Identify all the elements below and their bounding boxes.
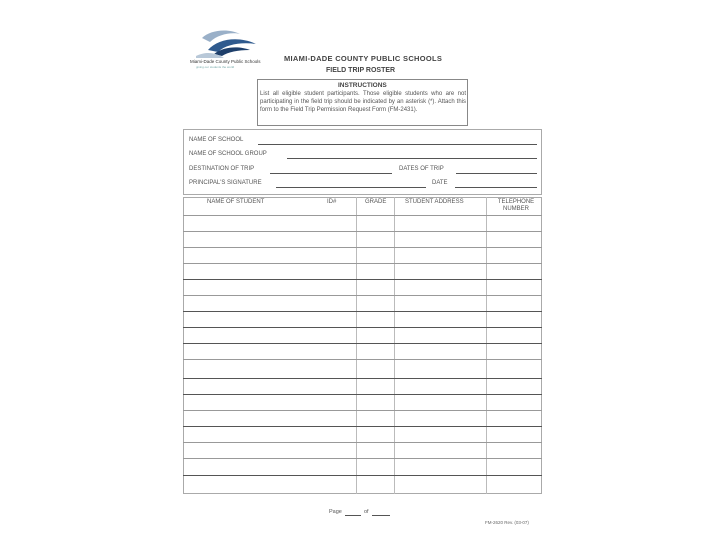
table-row[interactable] xyxy=(183,442,542,443)
date-label: DATE xyxy=(432,180,448,186)
table-row[interactable] xyxy=(183,247,542,248)
principal-signature-field[interactable] xyxy=(276,187,426,188)
column-header-telephone: TELEPHONE NUMBER xyxy=(497,199,535,212)
table-row[interactable] xyxy=(183,458,542,459)
form-title: FIELD TRIP ROSTER xyxy=(326,67,396,74)
school-group-label: NAME OF SCHOOL GROUP xyxy=(189,151,267,157)
table-row[interactable] xyxy=(183,327,542,328)
page-total-field[interactable] xyxy=(372,515,390,516)
school-name-label: NAME OF SCHOOL xyxy=(189,137,244,143)
table-row[interactable] xyxy=(183,394,542,395)
destination-field[interactable] xyxy=(270,173,392,174)
dates-field[interactable] xyxy=(456,173,537,174)
logo-text: Miami-Dade County Public Schools xyxy=(190,59,261,64)
table-row[interactable] xyxy=(183,475,542,476)
column-divider xyxy=(486,197,487,494)
instructions-text: List all eligible student participants. Those eligible students who are not participating in the field trip should be indicated by an asterisk (*). Attach this form to the Field Trip Permission Request Form (FM-2431). xyxy=(260,91,466,113)
column-header-address: STUDENT ADDRESS xyxy=(405,199,464,205)
school-group-field[interactable] xyxy=(287,158,537,159)
table-row[interactable] xyxy=(183,410,542,411)
destination-label: DESTINATION OF TRIP xyxy=(189,166,255,172)
column-header-name: NAME OF STUDENT xyxy=(207,199,265,205)
table-row[interactable] xyxy=(183,378,542,379)
table-row[interactable] xyxy=(183,231,542,232)
column-header-grade: GRADE xyxy=(365,199,387,205)
table-row[interactable] xyxy=(183,295,542,296)
column-divider xyxy=(394,197,395,494)
table-row[interactable] xyxy=(183,426,542,427)
column-header-id: ID# xyxy=(327,199,337,205)
form-code: FM-2620 Rev. (03-07) xyxy=(485,520,529,525)
page-label: Page xyxy=(329,509,342,515)
page-of-label: of xyxy=(364,509,369,515)
table-row[interactable] xyxy=(183,359,542,360)
student-roster-table xyxy=(183,197,542,494)
column-divider xyxy=(356,197,357,494)
table-row[interactable] xyxy=(183,215,542,216)
date-field[interactable] xyxy=(455,187,537,188)
organization-name: MIAMI-DADE COUNTY PUBLIC SCHOOLS xyxy=(284,54,443,63)
instructions-title: INSTRUCTIONS xyxy=(338,82,387,89)
page-number-field[interactable] xyxy=(345,515,361,516)
school-name-field[interactable] xyxy=(258,144,537,145)
dates-label: DATES OF TRIP xyxy=(399,166,444,172)
table-row[interactable] xyxy=(183,263,542,264)
table-row[interactable] xyxy=(183,343,542,344)
logo-tagline: giving our students the world xyxy=(196,65,235,69)
principal-signature-label: PRINCIPAL'S SIGNATURE xyxy=(189,180,262,186)
table-row[interactable] xyxy=(183,279,542,280)
table-row[interactable] xyxy=(183,311,542,312)
